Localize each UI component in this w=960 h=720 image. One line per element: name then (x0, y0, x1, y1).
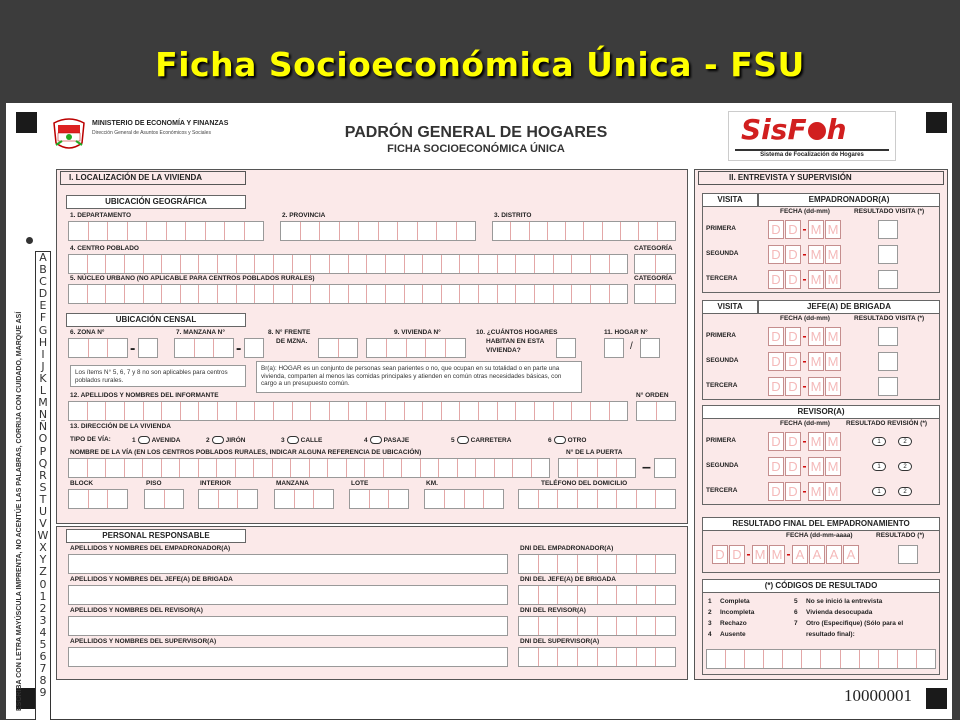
date-separator: - (802, 354, 807, 368)
via-option-number: 5 (451, 436, 455, 444)
alphabet-letter: Z (39, 565, 47, 579)
alphabet-letter: 6 (39, 650, 47, 664)
date-digit-box[interactable]: M (825, 352, 841, 371)
result-circle-2[interactable]: 2 (898, 487, 912, 496)
result-circle-1[interactable]: 1 (872, 462, 886, 471)
peru-shield-logo (50, 117, 88, 153)
logo-text-sis: Sis (741, 113, 788, 146)
personal-name-field[interactable] (68, 554, 508, 574)
interior-field[interactable] (198, 489, 258, 509)
date-digit-box[interactable]: D (768, 245, 784, 264)
via-option-2[interactable] (206, 436, 246, 444)
code-label: Rechazo (720, 620, 747, 627)
code-label: Incompleta (720, 609, 755, 616)
alphabet-letter: X (39, 541, 47, 555)
via-option-number: 3 (281, 436, 285, 444)
manzana2-field[interactable] (274, 489, 334, 509)
date-digit-box[interactable]: D (785, 352, 801, 371)
date-digit-box[interactable]: M (825, 457, 841, 476)
date-separator: - (802, 329, 807, 343)
lote-label: LOTE (351, 480, 369, 487)
provincia-field[interactable] (280, 221, 476, 241)
alphabet-letter: S (39, 480, 47, 494)
personal-name-field[interactable] (68, 616, 508, 636)
visit-result-field[interactable] (878, 327, 898, 346)
result-circle-2[interactable]: 2 (898, 462, 912, 471)
final-title: RESULTADO FINAL DEL EMPADRONAMIENTO (702, 517, 940, 531)
alphabet-letter: 5 (39, 638, 47, 651)
fecha-label: FECHA (dd-mm) (780, 420, 830, 427)
date-separator: - (746, 547, 751, 561)
date-digit-box[interactable]: M (825, 327, 841, 346)
final-resultado-label: RESULTADO (*) (876, 532, 925, 539)
serial-number: 10000001 (844, 686, 912, 705)
date-digit-box[interactable]: D (729, 545, 745, 564)
personal-dni-label: DNI DEL SUPERVISOR(A) (520, 638, 600, 645)
visit-date-field[interactable] (768, 457, 842, 476)
resultado-label: RESULTADO VISITA (*) (854, 208, 925, 215)
alphabet-letter: 8 (39, 674, 47, 688)
nombre-via-label: NOMBRE DE LA VÍA (EN LOS CENTROS POBLADOS RURALES, INDICAR ALGUNA REFERENCIA DE UBICACIÓN) (70, 449, 422, 456)
code-label: No se inició la entrevista (806, 598, 883, 605)
date-digit-box[interactable]: D (785, 482, 801, 501)
alphabet-letter: 0 (39, 577, 47, 591)
alphabet-letter: D (38, 287, 48, 301)
via-option-label: OTRO (567, 436, 587, 444)
lote-field[interactable] (349, 489, 409, 509)
date-digit-box[interactable]: M (808, 352, 824, 371)
cuantos-label3: VIVIENDA? (486, 347, 521, 354)
logo-text-f: F (787, 113, 807, 146)
personal-dni-label: DNI DEL REVISOR(A) (520, 607, 586, 614)
visita-row-label: PRIMERA (706, 437, 736, 444)
codes-title: (*) CÓDIGOS DE RESULTADO (702, 579, 940, 593)
date-separator: - (802, 379, 807, 393)
personal-name-field[interactable] (68, 585, 508, 605)
visita-row-label: SEGUNDA (706, 250, 739, 257)
date-digit-box[interactable]: D (768, 352, 784, 371)
instruction-note: ESCRIBA CON LETRA MAYÚSCULA IMPRENTA, NO ACENTÚE LAS PALABRAS, CORRIJA CON CUIDADO, MARQUE ASÍ (16, 311, 23, 712)
sisfoh-logo (728, 111, 896, 161)
manzana-field[interactable] (174, 338, 234, 358)
alphabet-letter: G (38, 323, 48, 337)
alphabet-letter: N (38, 408, 48, 422)
visit-result-field[interactable] (878, 220, 898, 239)
zona-label: 6. ZONA N° (70, 329, 105, 336)
date-digit-box[interactable]: M (808, 482, 824, 501)
n-puerta-field[interactable] (558, 458, 636, 478)
via-option-3[interactable] (281, 436, 322, 444)
alphabet-letter: 2 (39, 601, 47, 615)
categoria2-field[interactable] (634, 284, 676, 304)
alphabet-letter: J (41, 359, 45, 373)
puerta-dash: – (642, 459, 651, 476)
date-separator: - (802, 484, 807, 498)
alphabet-letter: 9 (39, 686, 47, 700)
via-option-label: AVENIDA (151, 436, 181, 444)
role-header-empadronador: EMPADRONADOR(A) (758, 193, 940, 207)
date-separator: - (802, 222, 807, 236)
alphabet-letter: P (39, 444, 47, 458)
provincia-label: 2. PROVINCIA (282, 212, 326, 219)
visit-result-field[interactable] (878, 245, 898, 264)
code-label: Otro (Especifique) (Sólo para el (806, 620, 904, 627)
code-number: 6 (794, 609, 798, 616)
date-digit-box[interactable]: D (768, 270, 784, 289)
date-digit-box[interactable]: D (785, 432, 801, 451)
piso-field[interactable] (144, 489, 184, 509)
date-digit-box[interactable]: D (768, 377, 784, 396)
form-main-title: PADRÓN GENERAL DE HOGARES (344, 124, 608, 141)
code-number: 1 (708, 598, 712, 605)
frente-label: 8. N° FRENTE (268, 329, 311, 336)
alphabet-letter: K (39, 371, 47, 385)
resultado-label: RESULTADO VISITA (*) (854, 315, 925, 322)
date-digit-box[interactable]: M (752, 545, 768, 564)
alphabet-letter: F (39, 311, 47, 325)
hogar-label: 11. HOGAR N° (604, 329, 648, 336)
puerta-suffix-field[interactable] (654, 458, 676, 478)
date-digit-box[interactable]: M (808, 327, 824, 346)
final-resultado-field[interactable] (898, 545, 918, 564)
via-option-number: 6 (548, 436, 552, 444)
censal-head: UBICACIÓN CENSAL (66, 313, 246, 327)
block-field[interactable] (68, 489, 128, 509)
date-digit-box[interactable]: M (808, 270, 824, 289)
final-fecha-label: FECHA (dd-mm-aaaa) (786, 532, 853, 539)
date-digit-box[interactable]: D (768, 432, 784, 451)
via-option-label: CALLE (300, 436, 323, 444)
centro-poblado-label: 4. CENTRO POBLADO (70, 245, 139, 252)
personal-name-label: APELLIDOS Y NOMBRES DEL REVISOR(A) (70, 607, 203, 614)
alphabet-letter: Y (39, 553, 47, 567)
via-option-6[interactable] (548, 436, 586, 444)
note-hogar: Br(a): HOGAR es un conjunto de personas sean parientes o no, que ocupan en su totalidad o en parte una vivienda, comparten al menos las comidas principales y atienden en común otras necesidades básicas, con cargo a un presupuesto común. (256, 361, 582, 393)
manzana-label: 7. MANZANA N° (176, 329, 225, 336)
informante-field[interactable] (68, 401, 628, 421)
personal-dni-field[interactable] (518, 647, 676, 667)
date-digit-box[interactable]: D (712, 545, 728, 564)
date-separator: - (802, 459, 807, 473)
visita-row-label: TERCERA (706, 487, 738, 494)
visit-date-field[interactable] (768, 377, 842, 396)
alphabet-letter: H (38, 335, 48, 349)
via-radio-icon[interactable] (287, 436, 299, 444)
visit-result-field[interactable] (878, 270, 898, 289)
zona-suffix-field[interactable] (138, 338, 158, 358)
alphabet-letter: A (39, 251, 47, 264)
piso-label: PISO (146, 480, 162, 487)
alphabet-letter: 4 (39, 625, 47, 639)
date-digit-box[interactable]: D (768, 220, 784, 239)
alphabet-letter: M (38, 396, 48, 410)
date-digit-box[interactable]: M (825, 377, 841, 396)
personal-dni-label: DNI DEL EMPADRONADOR(A) (520, 545, 614, 552)
alphabet-letter: R (39, 468, 47, 482)
visit-result-field[interactable] (878, 352, 898, 371)
personal-dni-field[interactable] (518, 616, 676, 636)
date-digit-box[interactable]: M (825, 482, 841, 501)
distrito-field[interactable] (492, 221, 676, 241)
visita-row-label: PRIMERA (706, 332, 736, 339)
via-radio-icon[interactable] (370, 436, 382, 444)
result-circle-1[interactable]: 1 (872, 437, 886, 446)
note-items: Los ítems N° 5, 6, 7 y 8 no son aplicables para centros poblados rurales. (70, 365, 246, 387)
date-digit-box[interactable]: M (808, 432, 824, 451)
frente-field[interactable] (318, 338, 358, 358)
code-number: 5 (794, 598, 798, 605)
alphabet-guide (35, 251, 51, 720)
fecha-label: FECHA (dd-mm) (780, 315, 830, 322)
tipo-via-label: TIPO DE VÍA: (70, 436, 111, 443)
direccion-label: 13. DIRECCIÓN DE LA VIVIENDA (70, 423, 171, 430)
cuantos-field[interactable] (556, 338, 576, 358)
departamento-field[interactable] (68, 221, 264, 241)
alphabet-letter: 7 (39, 662, 47, 676)
personal-name-field[interactable] (68, 647, 508, 667)
personal-name-label: APELLIDOS Y NOMBRES DEL SUPERVISOR(A) (70, 638, 217, 645)
personal-dni-label: DNI DEL JEFE(A) DE BRIGADA (520, 576, 616, 583)
hogar-field[interactable] (604, 338, 624, 358)
code-number: 7 (794, 620, 798, 627)
code-label: Completa (720, 598, 750, 605)
fecha-label: FECHA (dd-mm) (780, 208, 830, 215)
corner-mark-top-left (16, 112, 37, 133)
via-option-1[interactable] (132, 436, 180, 444)
manzana-dash: - (236, 340, 242, 357)
date-digit-box[interactable]: D (768, 482, 784, 501)
interior-label: INTERIOR (200, 480, 232, 487)
personal-title: PERSONAL RESPONSABLE (66, 529, 246, 543)
visita-row-label: PRIMERA (706, 225, 736, 232)
via-radio-icon[interactable] (138, 436, 150, 444)
date-digit-box[interactable]: D (785, 245, 801, 264)
vivienda-label: 9. VIVIENDA N° (394, 329, 441, 336)
ministry-name: MINISTERIO DE ECONOMÍA Y FINANZAS (92, 120, 229, 127)
via-option-5[interactable] (451, 436, 511, 444)
cuantos-label: 10. ¿CUÁNTOS HOGARES (476, 329, 558, 336)
visita-row-label: TERCERA (706, 275, 738, 282)
frente-label2: DE MZNA. (276, 338, 308, 345)
via-option-number: 1 (132, 436, 136, 444)
date-digit-box[interactable]: A (792, 545, 808, 564)
date-digit-box[interactable]: A (809, 545, 825, 564)
alphabet-letter: Ñ (38, 420, 48, 434)
n-orden-label: N° ORDEN (636, 392, 669, 399)
date-digit-box[interactable]: D (785, 327, 801, 346)
section1-title: I. LOCALIZACIÓN DE LA VIVIENDA (60, 171, 246, 185)
visita-row-label: TERCERA (706, 382, 738, 389)
date-separator: - (786, 547, 791, 561)
code-number: 3 (708, 620, 712, 627)
visit-date-field[interactable] (768, 245, 842, 264)
manzana-suffix-field[interactable] (244, 338, 264, 358)
code-label: Vivienda desocupada (806, 609, 873, 616)
corner-mark-bottom-right (926, 688, 947, 709)
date-digit-box[interactable]: D (768, 457, 784, 476)
departamento-label: 1. DEPARTAMENTO (70, 212, 132, 219)
final-date-field[interactable] (712, 545, 860, 564)
nucleo-urbano-label: 5. NÚCLEO URBANO (NO APLICABLE PARA CENTROS POBLADOS RURALES) (70, 275, 315, 282)
personal-name-label: APELLIDOS Y NOMBRES DEL JEFE(A) DE BRIGADA (70, 576, 233, 583)
role-header-jefe: JEFE(A) DE BRIGADA (758, 300, 940, 314)
km-label: KM. (426, 480, 438, 487)
via-radio-icon[interactable] (212, 436, 224, 444)
alphabet-letter: O (38, 432, 48, 446)
distrito-label: 3. DISTRITO (494, 212, 532, 219)
via-option-number: 4 (364, 436, 368, 444)
visit-date-field[interactable] (768, 327, 842, 346)
result-circle-2[interactable]: 2 (898, 437, 912, 446)
via-option-4[interactable] (364, 436, 409, 444)
otro-especifique-field[interactable] (706, 649, 936, 669)
alphabet-letter: 1 (39, 589, 47, 603)
date-digit-box[interactable]: D (785, 270, 801, 289)
section2-title: II. ENTREVISTA Y SUPERVISIÓN (698, 171, 944, 185)
cuantos-label2: HABITAN EN ESTA (486, 338, 545, 345)
visit-date-field[interactable] (768, 220, 842, 239)
date-digit-box[interactable]: M (825, 245, 841, 264)
visit-date-field[interactable] (768, 270, 842, 289)
telefono-field[interactable] (518, 489, 676, 509)
logo-sub: Sistema de Focalización de Hogares (735, 149, 889, 158)
geo-head: UBICACIÓN GEOGRÁFICA (66, 195, 246, 209)
date-digit-box[interactable]: M (808, 245, 824, 264)
personal-name-label: APELLIDOS Y NOMBRES DEL EMPADRONADOR(A) (70, 545, 231, 552)
informante-label: 12. APELLIDOS Y NOMBRES DEL INFORMANTE (70, 392, 219, 399)
telefono-label: TELÉFONO DEL DOMICILIO (541, 480, 628, 487)
date-digit-box[interactable]: D (785, 457, 801, 476)
categoria-field[interactable] (634, 254, 676, 274)
alphabet-letter: T (39, 492, 47, 506)
corner-mark-top-right (926, 112, 947, 133)
categoria2-label: CATEGORÍA (634, 275, 673, 282)
alphabet-letter: I (41, 347, 45, 361)
date-separator: - (802, 272, 807, 286)
via-radio-icon[interactable] (554, 436, 566, 444)
via-option-label: PASAJE (383, 436, 410, 444)
code-label: resultado final): (806, 631, 855, 638)
result-circle-1[interactable]: 1 (872, 487, 886, 496)
date-digit-box[interactable]: A (843, 545, 859, 564)
centro-poblado-field[interactable] (68, 254, 628, 274)
visita-header: VISITA (702, 193, 758, 207)
alphabet-letter: Q (38, 456, 48, 470)
code-number: 4 (708, 631, 712, 638)
date-digit-box[interactable]: M (825, 432, 841, 451)
slide-title: Ficha Socioeconómica Única - FSU (155, 45, 805, 84)
block-label: BLOCK (70, 480, 94, 487)
visit-date-field[interactable] (768, 432, 842, 451)
nucleo-urbano-field[interactable] (68, 284, 628, 304)
zona-dash: - (130, 340, 136, 357)
manzana2-label: MANZANA (276, 480, 309, 487)
date-digit-box[interactable]: D (785, 377, 801, 396)
date-digit-box[interactable]: M (808, 220, 824, 239)
via-option-label: JIRÓN (225, 436, 246, 444)
logo-text-h: h (826, 113, 847, 146)
date-digit-box[interactable]: M (808, 457, 824, 476)
vivienda-field[interactable] (366, 338, 466, 358)
alphabet-letter: B (39, 263, 47, 277)
personal-dni-field[interactable] (518, 554, 676, 574)
alphabet-letter: E (39, 299, 47, 313)
n-orden-field[interactable] (636, 401, 676, 421)
visita-header: VISITA (702, 300, 758, 314)
zona-field[interactable] (68, 338, 128, 358)
alphabet-letter: L (39, 384, 47, 398)
form-sub-title: FICHA SOCIOECONÓMICA ÚNICA (387, 143, 565, 155)
visit-result-field[interactable] (878, 377, 898, 396)
via-radio-icon[interactable] (457, 436, 469, 444)
date-digit-box[interactable]: D (768, 327, 784, 346)
alphabet-letter: C (39, 275, 47, 289)
code-label: Ausente (720, 631, 746, 638)
hogar-slash: / (630, 341, 633, 352)
personal-dni-field[interactable] (518, 585, 676, 605)
logo-circle-icon (808, 122, 826, 140)
date-digit-box[interactable]: M (825, 270, 841, 289)
date-separator: - (802, 434, 807, 448)
date-digit-box[interactable]: D (785, 220, 801, 239)
date-digit-box[interactable]: A (826, 545, 842, 564)
categoria-label: CATEGORÍA (634, 245, 673, 252)
visit-date-field[interactable] (768, 482, 842, 501)
alphabet-letter: V (39, 517, 47, 531)
date-separator: - (802, 247, 807, 261)
via-option-number: 2 (206, 436, 210, 444)
alphabet-letter: U (38, 504, 48, 518)
date-digit-box[interactable]: M (808, 377, 824, 396)
date-digit-box[interactable]: M (825, 220, 841, 239)
ministry-sub: Dirección General de Asuntos Económicos y Sociales (92, 130, 211, 136)
code-number: 2 (708, 609, 712, 616)
resultado-label: RESULTADO REVISIÓN (*) (846, 420, 928, 427)
date-digit-box[interactable]: M (769, 545, 785, 564)
via-option-label: CARRETERA (470, 436, 512, 444)
visit-date-field[interactable] (768, 352, 842, 371)
role-header-revisor: REVISOR(A) (702, 405, 940, 419)
nombre-via-field[interactable] (68, 458, 550, 478)
visita-row-label: SEGUNDA (706, 462, 739, 469)
fsu-form (6, 103, 952, 719)
visita-row-label: SEGUNDA (706, 357, 739, 364)
alphabet-letter: 3 (39, 613, 47, 627)
alphabet-letter: W (37, 529, 49, 543)
hogar-total-field[interactable] (640, 338, 660, 358)
marker-dot-icon (26, 237, 33, 244)
km-field[interactable] (424, 489, 504, 509)
n-puerta-label: N° DE LA PUERTA (566, 449, 623, 456)
